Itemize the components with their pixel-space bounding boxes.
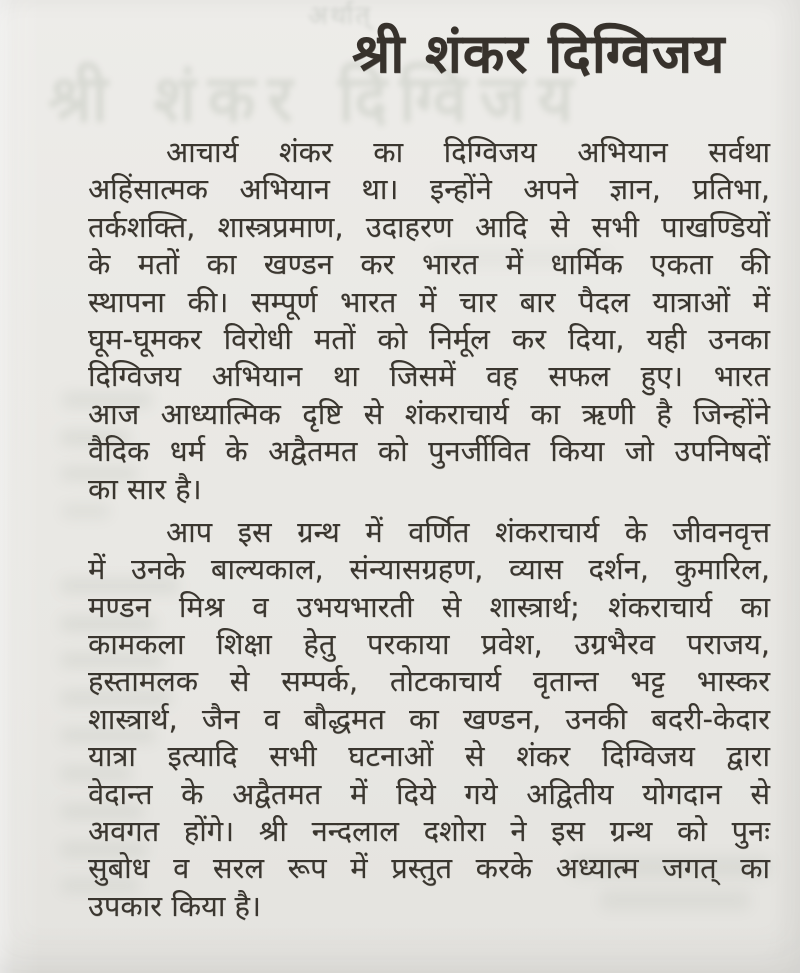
ghost-showthrough-word: अर्थात् — [308, 1, 373, 31]
text-line: सुबोध व सरल रूप में प्रस्तुत करके अध्यात्म जगत् का — [88, 851, 770, 886]
text-line: दिग्विजय अभियान था जिसमें वह सफल हुए। भारत — [88, 359, 770, 394]
text-line: आचार्य शंकर का दिग्विजय अभियान सर्वथा — [166, 135, 770, 169]
text-line: वैदिक धर्म के अद्वैतमत को पुनर्जीवित किया जो उपनिषदों — [88, 434, 770, 469]
paragraph — [88, 134, 770, 508]
paragraph — [88, 514, 770, 925]
text-line: मण्डन मिश्र व उभयभारती से शास्त्रार्थ; शंकराचार्य का — [88, 589, 770, 624]
body-text — [88, 134, 770, 925]
ghost-title-showthrough: श्री शंकर दिग्विजय — [48, 60, 586, 137]
text-line: अवगत होंगे। श्री नन्दलाल दशोरा ने इस ग्रन्थ को पुनः — [88, 814, 770, 849]
text-line: उपकार किया है। — [88, 888, 261, 923]
text-line: हस्तामलक से सम्पर्क, तोटकाचार्य वृतान्त भट्ट भास्कर — [88, 664, 770, 699]
text-line: यात्रा इत्यादि सभी घटनाओं से शंकर दिग्विजय द्वारा — [88, 739, 770, 774]
text-line: अहिंसात्मक अभियान था। इन्होंने अपने ज्ञान, प्रतिभा, — [88, 172, 770, 207]
text-line: आप इस ग्रन्थ में वर्णित शंकराचार्य के जीवनवृत्त — [166, 514, 770, 549]
text-line: में उनके बाल्यकाल, संन्यासग्रहण, व्यास दर्शन, कुमारिल, — [88, 552, 770, 587]
text-line: का सार है। — [88, 471, 202, 506]
page-title: श्री शंकर दिग्विजय — [352, 22, 726, 85]
text-line: वेदान्त के अद्वैतमत में दिये गये अद्वितीय योगदान से — [88, 776, 770, 811]
text-line: के मतों का खण्डन कर भारत में धार्मिक एकता की — [88, 247, 770, 282]
text-line: तर्कशक्ति, शास्त्रप्रमाण, उदाहरण आदि से सभी पाखण्डियों — [88, 209, 770, 244]
text-line: घूम-घूमकर विरोधी मतों को निर्मूल कर दिया, यही उनका — [88, 321, 770, 356]
text-line: आज आध्यात्मिक दृष्टि से शंकराचार्य का ऋणी है जिन्होंने — [88, 396, 770, 431]
text-line: कामकला शिक्षा हेतु परकाया प्रवेश, उग्रभैरव पराजय, — [88, 627, 770, 662]
text-line: स्थापना की। सम्पूर्ण भारत में चार बार पैदल यात्राओं में — [88, 284, 770, 319]
text-line: शास्त्रार्थ, जैन व बौद्धमत का खण्डन, उनकी बदरी-केदार — [88, 701, 770, 736]
